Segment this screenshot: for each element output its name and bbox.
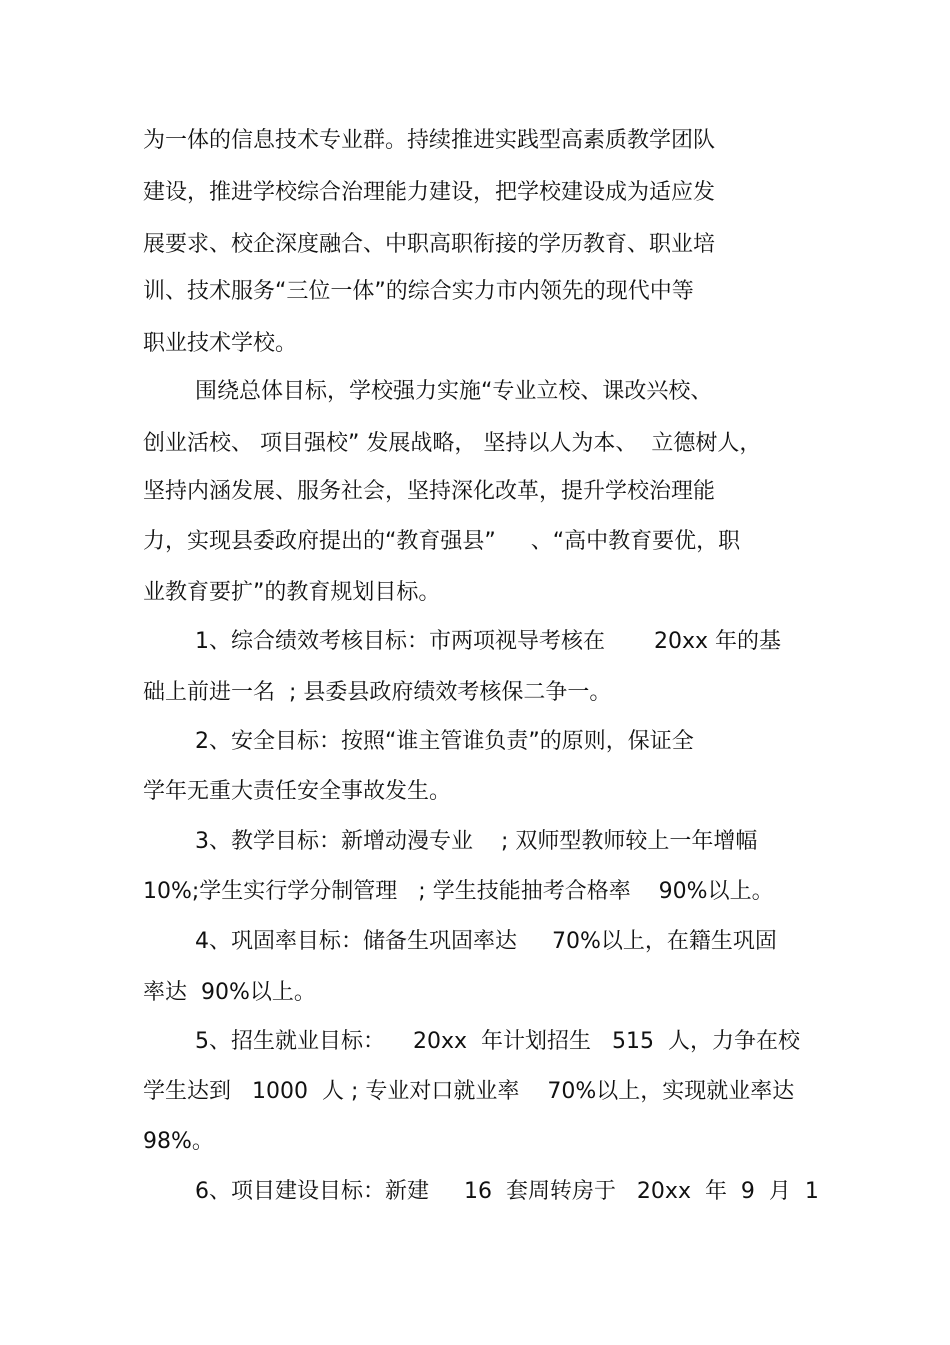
text-line: 10%;学生实行学分制管理 ; 学生技能抽考合格率 90%以上。 (143, 879, 774, 904)
text-line: 3、教学目标：新增动漫专业 ; 双师型教师较上一年增幅 (195, 829, 758, 854)
text-line: 业教育要扩”的教育规划目标。 (143, 580, 441, 605)
text-line: 4、巩固率目标：储备生巩固率达 70%以上，在籍生巩固 (195, 929, 777, 954)
text-line: 展要求、校企深度融合、中职高职衔接的学历教育、职业培 (143, 232, 716, 257)
text-line: 为一体的信息技术专业群。持续推进实践型高素质教学团队 (143, 128, 716, 153)
text-line: 6、项目建设目标：新建 16 套周转房于 20xx 年 9 月 1 (195, 1179, 819, 1204)
text-line: 1、综合绩效考核目标：市两项视导考核在 20xx 年的基 (195, 629, 781, 654)
text-line: 础上前进一名 ; 县委县政府绩效考核保二争一。 (143, 680, 612, 705)
text-line: 率达 90%以上。 (143, 980, 316, 1005)
text-line: 力，实现县委政府提出的“教育强县” 、“高中教育要优，职 (143, 529, 741, 554)
text-line: 围绕总体目标，学校强力实施“专业立校、课改兴校、 (195, 379, 713, 404)
text-line: 2、安全目标：按照“谁主管谁负责”的原则，保证全 (195, 729, 694, 754)
text-line: 98%。 (143, 1129, 214, 1154)
text-line: 5、招生就业目标： 20xx 年计划招生 515 人，力争在校 (195, 1029, 800, 1054)
text-line: 创业活校、 项目强校” 发展战略， 坚持以人为本、 立德树人， (143, 431, 762, 456)
text-line: 建设，推进学校综合治理能力建设，把学校建设成为适应发 (143, 180, 716, 205)
text-line: 训、技术服务“三位一体”的综合实力市内领先的现代中等 (143, 279, 694, 304)
text-line: 职业技术学校。 (143, 331, 298, 356)
text-line: 学生达到 1000 人 ; 专业对口就业率 70%以上，实现就业率达 (143, 1079, 795, 1104)
text-line: 坚持内涵发展、服务社会，坚持深化改革，提升学校治理能 (143, 479, 716, 504)
text-line: 学年无重大责任安全事故发生。 (143, 779, 452, 804)
